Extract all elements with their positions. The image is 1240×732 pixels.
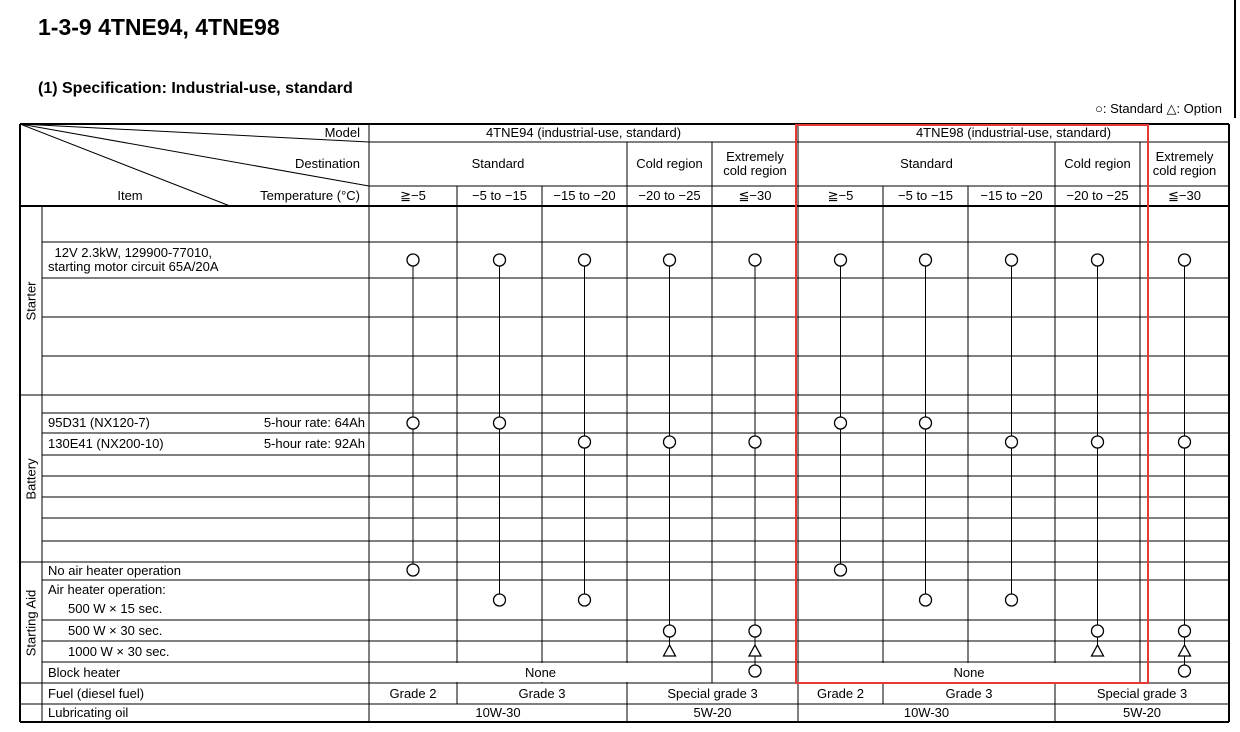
temperature-4: ≦−30 [738, 188, 772, 203]
temperature-5: ≧−5 [827, 188, 854, 203]
temperature-0: ≧−5 [400, 188, 426, 203]
standard-circle-mark [1179, 254, 1191, 266]
section-starting-aid: Starting Aid [23, 589, 39, 656]
standard-circle-mark [749, 436, 761, 448]
temperature-8: −20 to −25 [1066, 188, 1129, 203]
row-starter-motor: 12V 2.3kW, 129900-77010, starting motor circuit 65A/20A [48, 245, 219, 274]
header-model-4tne98: 4TNE98 (industrial-use, standard) [915, 125, 1112, 140]
temperature-9: ≦−30 [1168, 188, 1201, 203]
row-no-air-heater: No air heater operation [48, 563, 181, 578]
standard-circle-mark [407, 417, 419, 429]
standard-circle-mark [579, 594, 591, 606]
fuel-value-5: Special grade 3 [1096, 685, 1188, 701]
option-triangle-mark [1179, 645, 1191, 656]
row-air-1000-30: 1000 W × 30 sec. [68, 643, 170, 659]
header-model-4tne94: 4TNE94 (industrial-use, standard) [485, 125, 682, 140]
row-battery-95d31-rate: 5-hour rate: 64Ah [263, 415, 365, 430]
standard-circle-mark [579, 254, 591, 266]
temperature-3: −20 to −25 [638, 188, 701, 203]
header-model-label: Model [324, 125, 360, 140]
standard-circle-mark [494, 594, 506, 606]
lube-value-0: 10W-30 [475, 705, 521, 720]
standard-circle-mark [664, 254, 676, 266]
header-temperature-label: Temperature (°C) [260, 188, 360, 203]
standard-circle-mark [749, 625, 761, 637]
fuel-value-0: Grade 2 [389, 685, 437, 701]
highlight-box-4tne98 [795, 124, 1149, 684]
standard-circle-mark [1179, 436, 1191, 448]
fuel-value-1: Grade 3 [518, 685, 566, 701]
row-battery-95d31: 95D31 (NX120-7) [48, 415, 150, 430]
row-air-500-15: 500 W × 15 sec. [68, 601, 163, 616]
page-title: 1-3-9 4TNE94, 4TNE98 [38, 14, 280, 40]
header-item-label: Item [117, 188, 143, 203]
standard-circle-mark [579, 436, 591, 448]
lube-value-2: 10W-30 [903, 705, 950, 720]
lube-value-3: 5W-20 [1122, 705, 1162, 720]
row-block-heater: Block heater [48, 664, 121, 680]
standard-circle-mark [407, 254, 419, 266]
option-triangle-mark [749, 645, 761, 656]
row-air-500-30: 500 W × 30 sec. [68, 622, 163, 638]
standard-circle-mark [494, 417, 506, 429]
row-lube: Lubricating oil [48, 705, 129, 720]
fuel-value-3: Grade 2 [817, 685, 864, 701]
header-destination-label: Destination [294, 156, 360, 171]
section-starter: Starter [23, 280, 39, 321]
destination-1: Cold region [636, 156, 703, 171]
fuel-value-2: Special grade 3 [667, 685, 758, 701]
option-triangle-mark [664, 645, 676, 656]
section-subtitle: (1) Specification: Industrial-use, standard [38, 80, 353, 97]
standard-circle-mark [664, 436, 676, 448]
standard-circle-mark [1179, 625, 1191, 637]
block-heater-none-4tne94: None [524, 664, 557, 680]
fuel-value-4: Grade 3 [945, 685, 993, 701]
destination-2: Extremely cold region [723, 149, 787, 178]
standard-circle-mark [1179, 665, 1191, 677]
destination-0: Standard [471, 156, 525, 171]
destination-5: Extremely cold region [1152, 149, 1217, 178]
standard-circle-mark [494, 254, 506, 266]
destination-3: Standard [900, 156, 953, 171]
temperature-1: −5 to −15 [472, 188, 527, 203]
row-battery-130e41-rate: 5-hour rate: 92Ah [263, 436, 365, 451]
standard-circle-mark [749, 665, 761, 677]
block-heater-none-4tne98: None [953, 664, 985, 680]
temperature-7: −15 to −20 [980, 188, 1043, 203]
section-battery: Battery [23, 457, 39, 500]
standard-circle-mark [407, 564, 419, 576]
standard-circle-mark [664, 625, 676, 637]
temperature-6: −5 to −15 [898, 188, 953, 203]
legend: ○: Standard △: Option [1095, 101, 1222, 116]
temperature-2: −15 to −20 [553, 188, 616, 203]
row-fuel: Fuel (diesel fuel) [48, 685, 145, 701]
lube-value-1: 5W-20 [693, 705, 732, 720]
standard-circle-mark [749, 254, 761, 266]
row-battery-130e41: 130E41 (NX200-10) [48, 436, 164, 451]
row-air-heater: Air heater operation: [48, 582, 166, 597]
destination-4: Cold region [1064, 156, 1131, 171]
